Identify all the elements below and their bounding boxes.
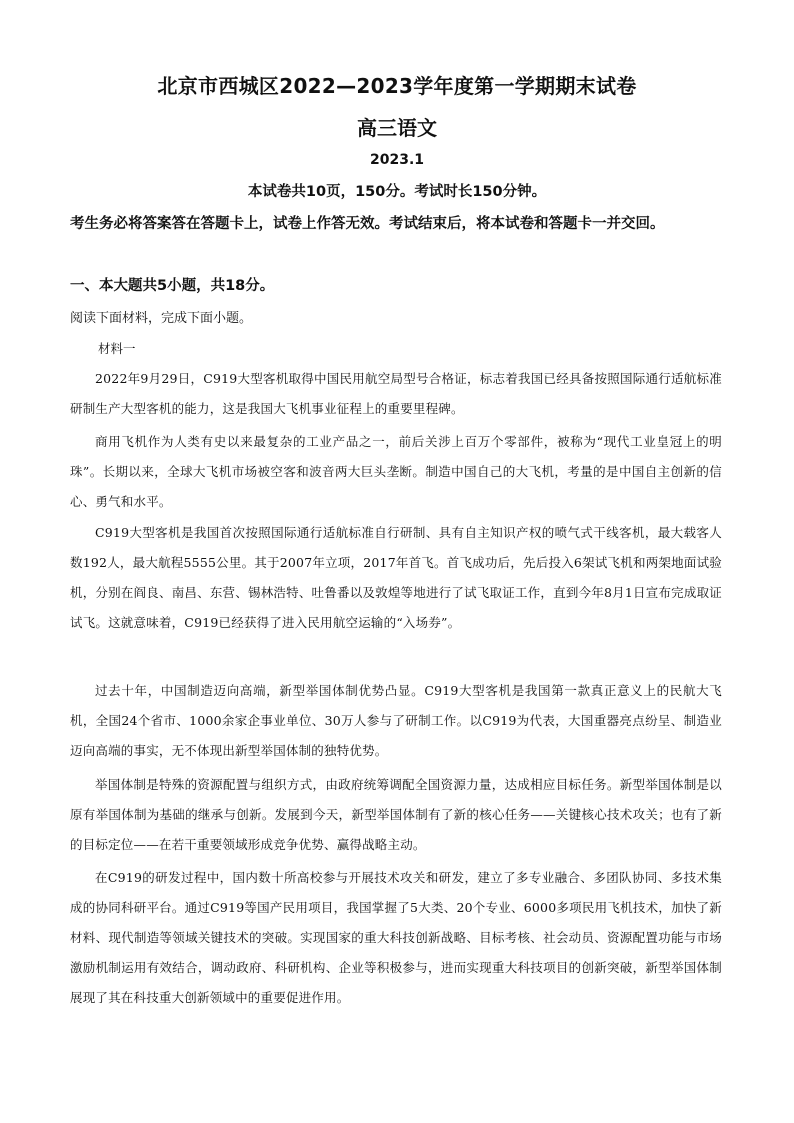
material-label: 材料一 (98, 341, 136, 356)
paragraph-5: 举国体制是特殊的资源配置与组织方式，由政府统筹调配全国资源力量，达成相应目标任务。新型举国体制是以原有举国体制为基础的继承与创新。发展到今天，新型举国体制有了新的核心任务——关键核心技术攻关；也有了新的目标定位——在若干重要领域形成竞争优势、赢得战略主动。 (70, 777, 722, 852)
paragraph-1: 2022年9月29日，C919大型客机取得中国民用航空局型号合格证，标志着我国已经具备按照国际通行适航标准研制生产大型客机的能力，这是我国大飞机事业征程上的重要里程碑。 (70, 371, 722, 416)
exam-info: 本试卷共10页，150分。考试时长150分钟。 (247, 184, 547, 200)
section-heading: 一、本大题共5小题，共18分。 (70, 278, 275, 294)
section-instruction: 阅读下面材料，完成下面小题。 (70, 311, 253, 326)
paragraph-2: 商用飞机作为人类有史以来最复杂的工业产品之一，前后关涉上百万个零部件，被称为“现代工业皇冠上的明珠”。长期以来，全球大飞机市场被空客和波音两大巨头垄断。制造中国自己的大飞机，考量的是中国自主创新的信心、勇气和水平。 (70, 434, 722, 509)
exam-subject: 高三语文 (357, 116, 437, 140)
exam-title: 北京市西城区2022—2023学年度第一学期期末试卷 (157, 74, 637, 98)
paragraph-3: C919大型客机是我国首次按照国际通行适航标准自行研制、具有自主知识产权的喷气式干线客机，最大载客人数192人，最大航程5555公里。其于2007年立项，2017年首飞。首飞成功后，先后投入6架试飞机和两架地面试验机，分别在阎良、南昌、东营、锡林浩特、吐鲁番以及敦煌等地进行了试飞取证工作，直到今年8月1日宣布完成取证试飞。这就意味着，C919已经获得了进入民用航空运输的“入场券”。 (70, 525, 722, 630)
paragraph-6: 在C919的研发过程中，国内数十所高校参与开展技术攻关和研发，建立了多专业融合、多团队协同、多技术集成的协同科研平台。通过C919等国产民用项目，我国掌握了5大类、20个专业、6000多项民用飞机技术，加快了新材料、现代制造等领域关键技术的突破。实现国家的重大科技创新战略、目标考核、社会动员、资源配置功能与市场激励机制运用有效结合，调动政府、科研机构、企业等积极参与，进而实现重大科技项目的创新突破，新型举国体制展现了其在科技重大创新领域中的重要促进作用。 (70, 870, 722, 1005)
exam-notice: 考生务必将答案答在答题卡上，试卷上作答无效。考试结束后，将本试卷和答题卡一并交回。 (70, 216, 665, 232)
paragraph-4: 过去十年，中国制造迈向高端，新型举国体制优势凸显。C919大型客机是我国第一款真正意义上的民航大飞机，全国24个省市、1000余家企事业单位、30万人参与了研制工作。以C919为代表，大国重器亮点纷呈、制造业迈向高端的事实，无不体现出新型举国体制的独特优势。 (70, 683, 722, 758)
exam-date: 2023.1 (369, 152, 425, 168)
